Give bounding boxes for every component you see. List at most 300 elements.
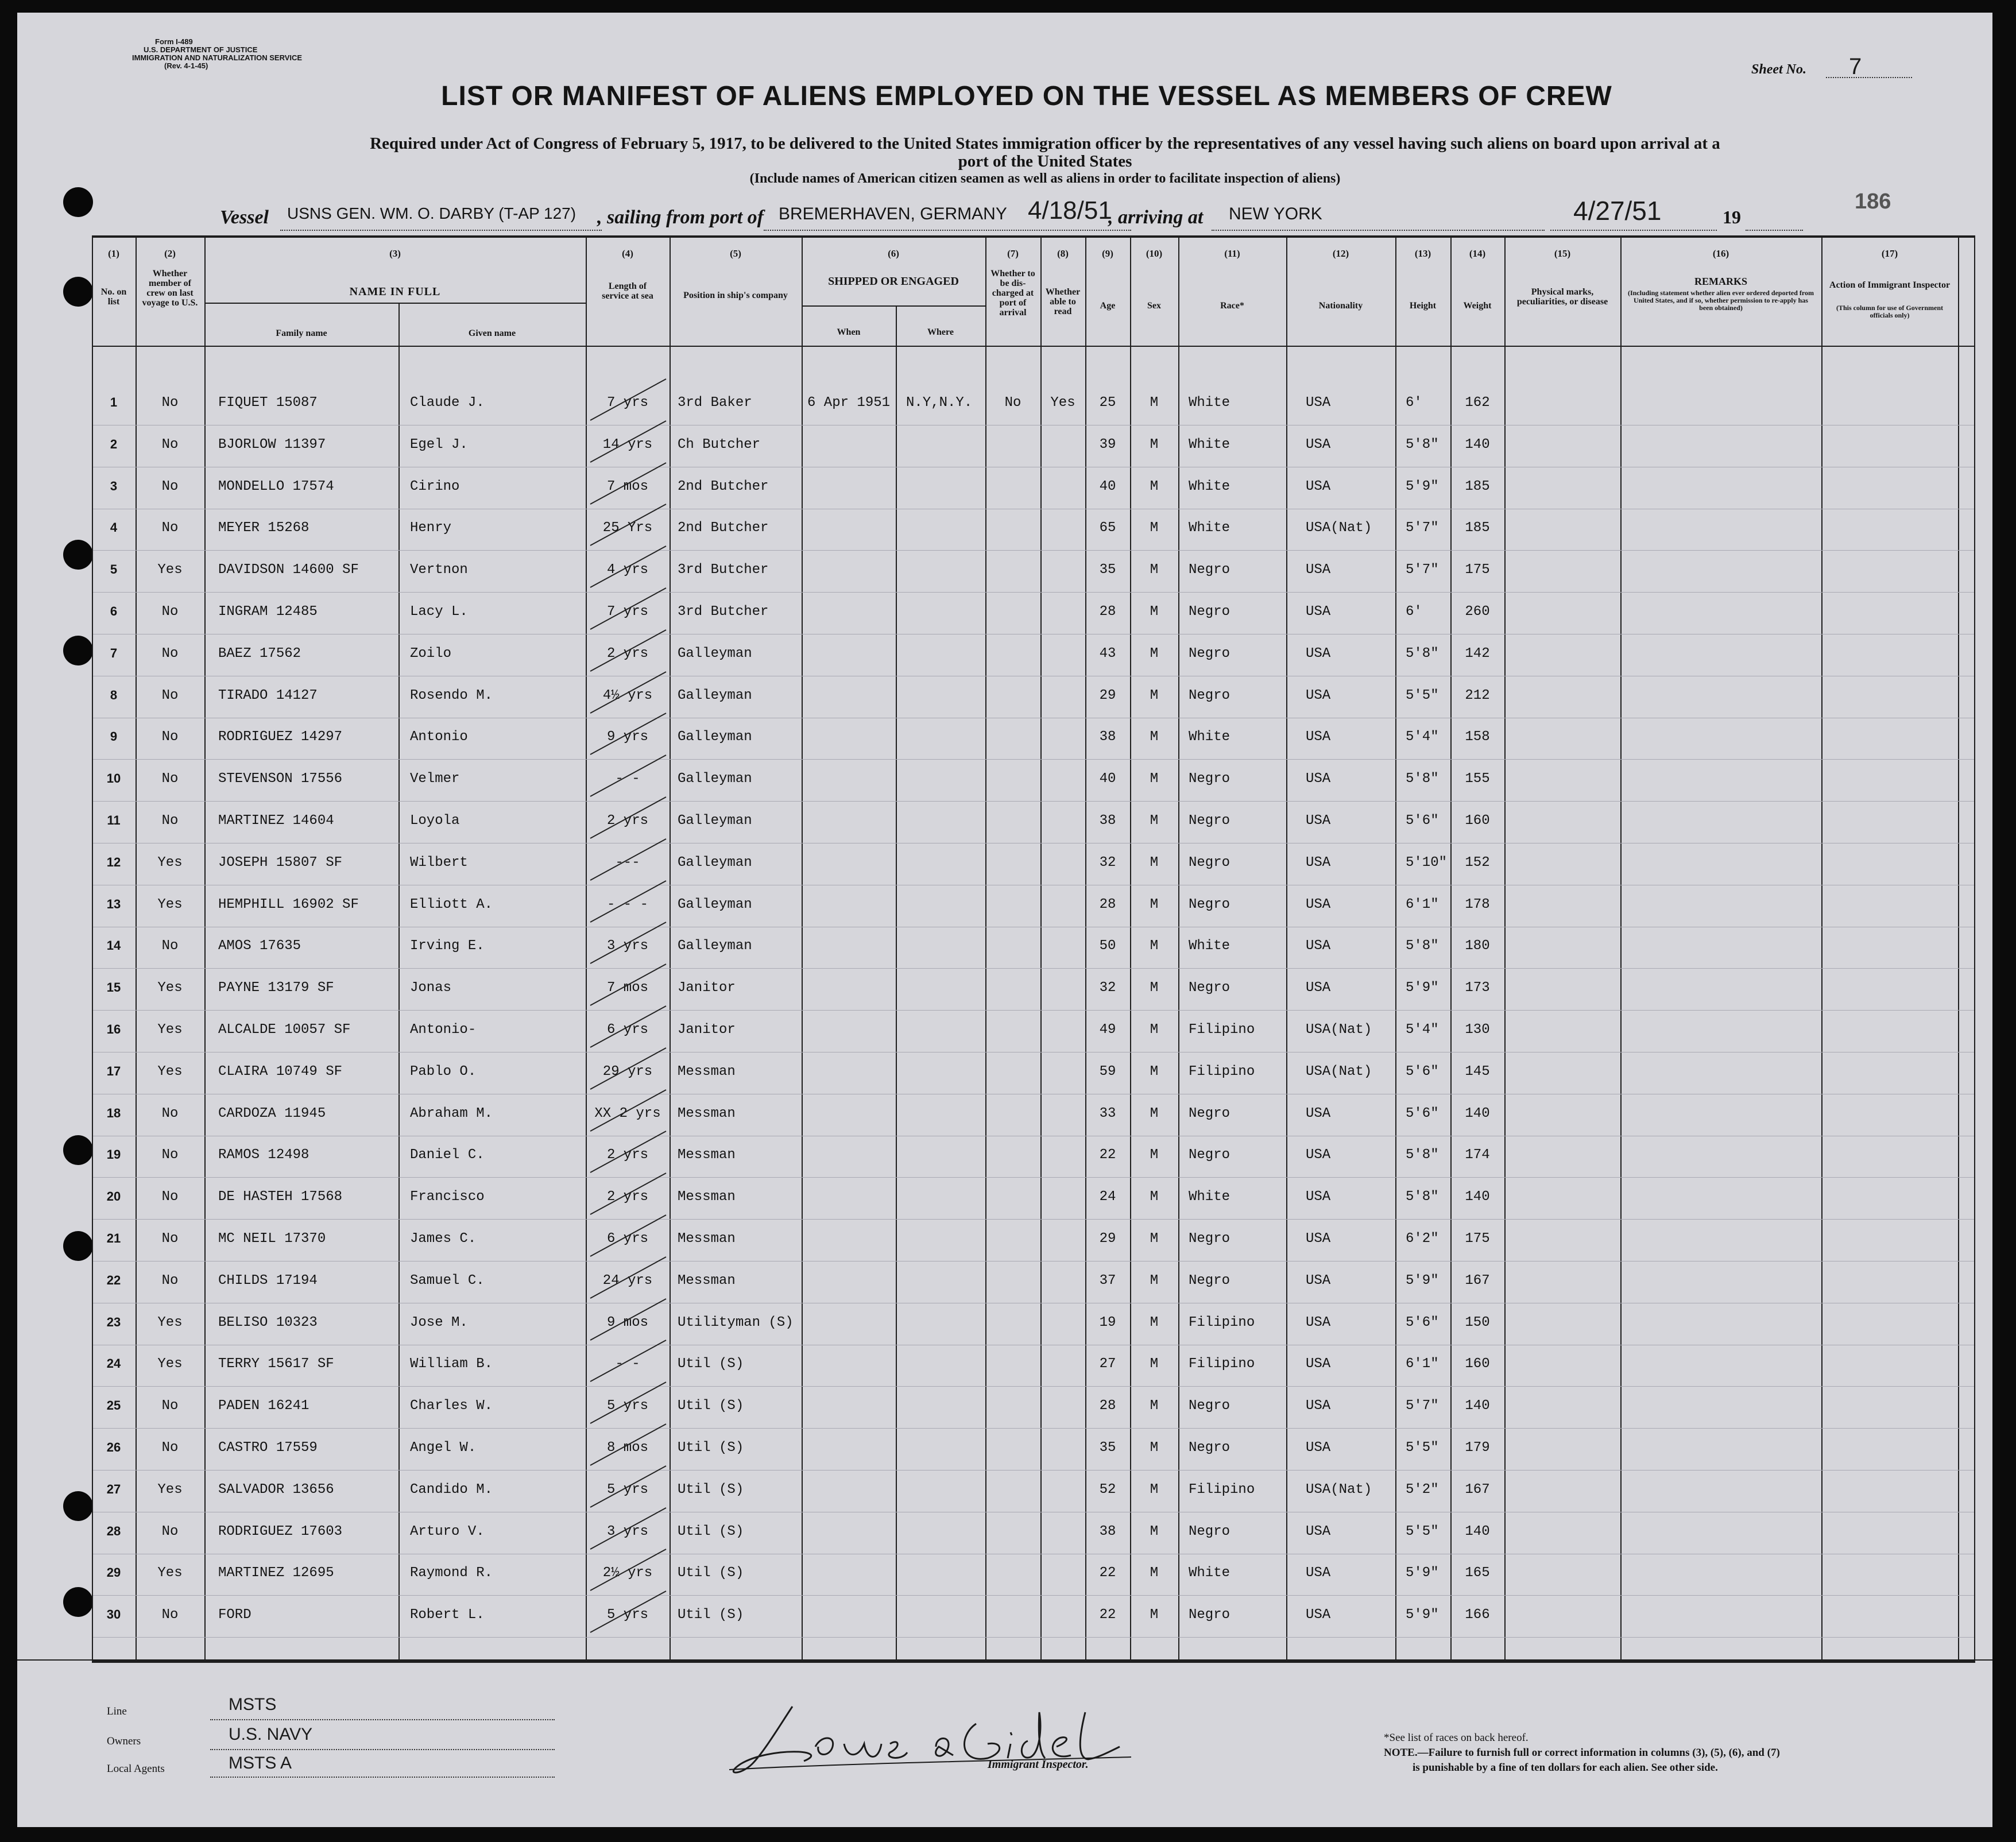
service-strike-mark [586, 1046, 672, 1092]
line-field-line [210, 1719, 555, 1720]
age-cell: 40 [1099, 771, 1116, 787]
service-strike-mark [586, 1589, 672, 1635]
given-name-cell: Lacy L. [410, 604, 468, 620]
race-cell: Negro [1189, 980, 1231, 996]
given-name-cell: Raymond R. [410, 1565, 493, 1581]
nationality-cell: USA [1306, 395, 1331, 411]
row-number: 21 [106, 1231, 121, 1245]
agents-value: MSTS A [229, 1754, 292, 1773]
sex-cell: M [1150, 1565, 1159, 1581]
vessel-label: Vessel [220, 207, 269, 228]
nationality-cell: USA [1306, 604, 1331, 620]
column-number: (7) [1007, 248, 1019, 259]
age-cell: 52 [1099, 1481, 1116, 1497]
age-cell: 59 [1099, 1063, 1116, 1079]
service-strike-mark [586, 1380, 672, 1426]
nationality-cell: USA [1306, 687, 1331, 703]
last-voyage-cell: No [161, 1398, 179, 1414]
given-name-cell: Francisco [410, 1189, 485, 1205]
height-cell: 5'6" [1406, 1314, 1439, 1330]
sex-cell: M [1150, 436, 1159, 452]
age-cell: 38 [1099, 813, 1116, 829]
age-cell: 38 [1099, 1523, 1116, 1539]
header-position: Position in ship's company [683, 291, 788, 300]
given-name-cell: Irving E. [410, 938, 485, 954]
position-cell: Messman [678, 1105, 736, 1121]
height-cell: 5'5" [1406, 1440, 1439, 1456]
height-cell: 5'9" [1406, 1272, 1439, 1288]
row-number: 10 [106, 771, 121, 786]
height-cell: 5'7" [1406, 1398, 1439, 1414]
age-cell: 50 [1099, 938, 1116, 954]
sex-cell: M [1150, 1440, 1159, 1456]
service-length-cell: 9 yrs [606, 729, 649, 745]
nationality-cell: USA [1306, 896, 1331, 912]
weight-cell: 140 [1465, 1105, 1490, 1121]
arriving-port: NEW YORK [1229, 204, 1322, 223]
row-number: 8 [110, 687, 118, 702]
family-name-cell: MC NEIL 17370 [218, 1231, 326, 1247]
service-length-cell: 2 yrs [606, 645, 649, 661]
weight-cell: 140 [1465, 1189, 1490, 1205]
weight-cell: 140 [1465, 1398, 1490, 1414]
row-rule [93, 1010, 1974, 1011]
nationality-cell: USA [1306, 478, 1331, 494]
race-cell: Negro [1189, 1607, 1231, 1623]
row-number: 5 [110, 562, 118, 577]
family-name-cell: BAEZ 17562 [218, 645, 301, 661]
column-number: (12) [1332, 248, 1349, 259]
weight-cell: 158 [1465, 729, 1490, 745]
last-voyage-cell: Yes [157, 1022, 183, 1038]
column-line [1450, 235, 1452, 1662]
header-inspector-note: (This column for use of Government officials only) [1836, 304, 1944, 319]
height-cell: 5'8" [1406, 436, 1439, 452]
position-cell: Galleyman [678, 645, 752, 661]
given-name-cell: Antonio- [410, 1022, 477, 1038]
given-name-cell: Robert L. [410, 1607, 485, 1623]
table-top-border [92, 235, 1975, 238]
service-length-cell: 24 yrs [602, 1272, 653, 1288]
row-number: 27 [106, 1481, 121, 1496]
family-name-cell: INGRAM 12485 [218, 604, 318, 620]
race-cell: White [1189, 478, 1231, 494]
last-voyage-cell: No [161, 1105, 179, 1121]
weight-cell: 180 [1465, 938, 1490, 954]
service-length-cell: 29 yrs [602, 1063, 653, 1079]
sex-cell: M [1150, 604, 1159, 620]
service-strike-mark [586, 1422, 672, 1468]
service-strike-mark [586, 1255, 672, 1301]
nationality-cell: USA [1306, 1189, 1331, 1205]
given-name-cell: Elliott A. [410, 896, 493, 912]
inspector-signature [718, 1689, 1154, 1787]
last-voyage-cell: Yes [157, 1481, 183, 1497]
family-name-cell: TIRADO 14127 [218, 687, 318, 703]
position-cell: Util (S) [678, 1565, 744, 1581]
last-voyage-cell: No [161, 813, 179, 829]
row-number: 28 [106, 1523, 121, 1538]
given-name-cell: William B. [410, 1356, 493, 1372]
nationality-cell: USA [1306, 1356, 1331, 1372]
row-rule [93, 1595, 1974, 1596]
row-number: 1 [110, 395, 118, 409]
sex-cell: M [1150, 1063, 1159, 1079]
last-voyage-cell: No [161, 436, 179, 452]
nationality-cell: USA(Nat) [1306, 1063, 1372, 1079]
column-line [1040, 235, 1042, 1662]
position-cell: Messman [678, 1147, 736, 1163]
row-number: 14 [106, 938, 121, 953]
position-cell: 3rd Butcher [678, 604, 769, 620]
weight-cell: 160 [1465, 813, 1490, 829]
column-line [1958, 235, 1959, 1662]
race-cell: Negro [1189, 1147, 1231, 1163]
last-voyage-cell: Yes [157, 854, 183, 870]
column-number: (10) [1146, 248, 1163, 259]
shipped-where-cell: N.Y,N.Y. [906, 395, 973, 411]
nationality-cell: USA [1306, 1607, 1331, 1623]
weight-cell: 174 [1465, 1147, 1490, 1163]
service-length-cell: - - [615, 1356, 640, 1372]
family-name-cell: FIQUET 15087 [218, 395, 318, 411]
age-cell: 43 [1099, 645, 1116, 661]
given-name-cell: Claude J. [410, 395, 485, 411]
position-cell: 2nd Butcher [678, 520, 769, 536]
service-length-cell: 7 mos [606, 478, 649, 494]
service-strike-mark [586, 879, 672, 924]
service-length-cell: 3 yrs [606, 1523, 649, 1539]
age-cell: 40 [1099, 478, 1116, 494]
height-cell: 5'6" [1406, 813, 1439, 829]
header-remarks-note: (Including statement whether alien ever ordered deported from United States, and if so, whether permission to re-apply has been obtained) [1627, 289, 1814, 312]
column-line [1395, 235, 1396, 1662]
row-number: 3 [110, 478, 118, 493]
age-cell: 28 [1099, 604, 1116, 620]
row-number: 19 [106, 1147, 121, 1162]
family-name-cell: CHILDS 17194 [218, 1272, 318, 1288]
column-number: (9) [1102, 248, 1113, 259]
age-cell: 37 [1099, 1272, 1116, 1288]
header-family-name: Family name [276, 328, 327, 338]
owners-value: U.S. NAVY [229, 1725, 313, 1744]
family-name-cell: CLAIRA 10749 SF [218, 1063, 343, 1079]
family-name-cell: DAVIDSON 14600 SF [218, 562, 359, 578]
service-length-cell: 6 yrs [606, 1231, 649, 1247]
service-strike-mark [586, 1004, 672, 1050]
race-cell: White [1189, 520, 1231, 536]
nationality-cell: USA [1306, 1272, 1331, 1288]
last-voyage-cell: Yes [157, 1314, 183, 1330]
family-name-cell: RAMOS 12498 [218, 1147, 309, 1163]
owners-label: Owners [107, 1735, 141, 1747]
row-rule [93, 968, 1974, 969]
inspector-label: Immigrant Inspector. [988, 1758, 1089, 1771]
column-number: (17) [1881, 248, 1898, 259]
age-cell: 19 [1099, 1314, 1116, 1330]
service-length-cell: 7 yrs [606, 395, 649, 411]
weight-cell: 142 [1465, 645, 1490, 661]
family-name-cell: BELISO 10323 [218, 1314, 318, 1330]
position-cell: Messman [678, 1231, 736, 1247]
position-cell: Galleyman [678, 896, 752, 912]
race-cell: Negro [1189, 645, 1231, 661]
height-cell: 5'9" [1406, 478, 1439, 494]
row-number: 11 [107, 813, 121, 827]
table-bottom-border [92, 1661, 1975, 1663]
given-name-cell: Vertnon [410, 562, 468, 578]
sex-cell: M [1150, 813, 1159, 829]
nationality-cell: USA [1306, 980, 1331, 996]
position-cell: Util (S) [678, 1607, 744, 1623]
service-strike-mark [586, 670, 672, 715]
height-cell: 5'9" [1406, 980, 1439, 996]
age-cell: 65 [1099, 520, 1116, 536]
last-voyage-cell: No [161, 1607, 179, 1623]
given-name-cell: Angel W. [410, 1440, 477, 1456]
sex-cell: M [1150, 1022, 1159, 1038]
position-cell: Util (S) [678, 1398, 744, 1414]
service-strike-mark [586, 711, 672, 757]
sex-cell: M [1150, 520, 1159, 536]
given-name-cell: Pablo O. [410, 1063, 477, 1079]
family-name-cell: BJORLOW 11397 [218, 436, 326, 452]
weight-cell: 173 [1465, 980, 1490, 996]
given-name-cell: Arturo V. [410, 1523, 485, 1539]
arriving-port-line [1212, 230, 1545, 231]
last-voyage-cell: No [161, 1523, 179, 1539]
nationality-cell: USA [1306, 436, 1331, 452]
age-cell: 35 [1099, 562, 1116, 578]
height-cell: 5'5" [1406, 687, 1439, 703]
height-cell: 5'8" [1406, 938, 1439, 954]
age-cell: 24 [1099, 1189, 1116, 1205]
service-strike-mark [586, 460, 672, 506]
weight-cell: 140 [1465, 1523, 1490, 1539]
sheet-number: 7 [1849, 54, 1862, 79]
header-name-in-full: NAME IN FULL [349, 285, 441, 298]
race-footnote: *See list of races on back hereof. [1384, 1732, 1529, 1744]
sex-cell: M [1150, 1272, 1159, 1288]
row-number: 20 [106, 1189, 121, 1204]
sex-cell: M [1150, 1523, 1159, 1539]
position-cell: 2nd Butcher [678, 478, 769, 494]
race-cell: White [1189, 1189, 1231, 1205]
nationality-cell: USA [1306, 1565, 1331, 1581]
family-name-cell: TERRY 15617 SF [218, 1356, 334, 1372]
service-strike-mark [586, 920, 672, 966]
sex-cell: M [1150, 1356, 1159, 1372]
line-value: MSTS [229, 1695, 277, 1714]
punch-hole [63, 636, 93, 665]
service-strike-mark [586, 502, 672, 548]
race-cell: Negro [1189, 771, 1231, 787]
service-length-cell: 25 Yrs [602, 520, 653, 536]
nationality-cell: USA(Nat) [1306, 520, 1372, 536]
sex-cell: M [1150, 1607, 1159, 1623]
last-voyage-cell: No [161, 520, 179, 536]
service-length-cell: 7 mos [606, 980, 649, 996]
race-cell: Negro [1189, 1272, 1231, 1288]
sailing-label: , sailing from port of [597, 207, 764, 228]
position-cell: Messman [678, 1063, 736, 1079]
punch-hole [63, 1587, 93, 1617]
row-number: 6 [110, 604, 118, 618]
sheet-number-line [1826, 77, 1912, 78]
service-length-cell: - - - [606, 896, 649, 912]
weight-cell: 185 [1465, 478, 1490, 494]
nationality-cell: USA [1306, 938, 1331, 954]
height-cell: 5'9" [1406, 1565, 1439, 1581]
row-number: 29 [106, 1565, 121, 1580]
race-cell: Filipino [1189, 1063, 1255, 1079]
race-cell: White [1189, 395, 1231, 411]
family-name-cell: MONDELLO 17574 [218, 478, 334, 494]
height-cell: 5'8" [1406, 771, 1439, 787]
header-nationality: Nationality [1318, 301, 1363, 311]
age-cell: 33 [1099, 1105, 1116, 1121]
row-number: 18 [106, 1105, 121, 1120]
last-voyage-cell: No [161, 478, 179, 494]
service-length-cell: 2 yrs [606, 1189, 649, 1205]
race-cell: Negro [1189, 1231, 1231, 1247]
last-voyage-cell: No [161, 395, 179, 411]
nationality-cell: USA [1306, 771, 1331, 787]
nationality-cell: USA [1306, 1440, 1331, 1456]
age-cell: 32 [1099, 854, 1116, 870]
row-number: 24 [106, 1356, 121, 1371]
service-length-cell: 3 yrs [606, 938, 649, 954]
height-cell: 5'5" [1406, 1523, 1439, 1539]
weight-cell: 167 [1465, 1481, 1490, 1497]
weight-cell: 179 [1465, 1440, 1490, 1456]
height-cell: 6'2" [1406, 1231, 1439, 1247]
given-name-cell: Samuel C. [410, 1272, 485, 1288]
family-name-cell: RODRIGUEZ 17603 [218, 1523, 343, 1539]
last-voyage-cell: No [161, 1272, 179, 1288]
vessel-name: USNS GEN. WM. O. DARBY (T-AP 127) [287, 204, 576, 222]
weight-cell: 145 [1465, 1063, 1490, 1079]
shipped-subheader-divider [802, 305, 985, 307]
family-name-cell: SALVADOR 13656 [218, 1481, 334, 1497]
discharge-cell: No [1004, 395, 1021, 411]
header-when: When [837, 327, 861, 337]
vessel-line [280, 230, 602, 231]
race-cell: White [1189, 938, 1231, 954]
age-cell: 39 [1099, 436, 1116, 452]
service-strike-mark [586, 962, 672, 1008]
nationality-cell: USA(Nat) [1306, 1481, 1372, 1497]
header-divider [92, 346, 1975, 347]
column-number: (5) [730, 248, 741, 259]
service-strike-mark [586, 419, 672, 465]
age-cell: 22 [1099, 1565, 1116, 1581]
height-cell: 5'9" [1406, 1607, 1439, 1623]
position-cell: Janitor [678, 980, 736, 996]
service-length-cell: 2 yrs [606, 813, 649, 829]
column-number: (8) [1057, 248, 1069, 259]
service-strike-mark [586, 795, 672, 841]
weight-cell: 167 [1465, 1272, 1490, 1288]
punch-hole [63, 1491, 93, 1521]
agents-label: Local Agents [107, 1763, 165, 1775]
last-voyage-cell: Yes [157, 1565, 183, 1581]
service-strike-mark [586, 1464, 672, 1510]
row-rule [93, 1386, 1974, 1387]
race-cell: White [1189, 729, 1231, 745]
position-cell: Utilityman (S) [678, 1314, 794, 1330]
family-name-cell: PAYNE 13179 SF [218, 980, 334, 996]
column-line [1620, 235, 1622, 1662]
row-rule [93, 801, 1974, 802]
given-name-cell: Jonas [410, 980, 452, 996]
age-cell: 29 [1099, 687, 1116, 703]
sex-cell: M [1150, 1231, 1159, 1247]
nationality-cell: USA [1306, 1314, 1331, 1330]
last-voyage-cell: No [161, 1231, 179, 1247]
agents-field-line [210, 1777, 555, 1778]
weight-cell: 175 [1465, 562, 1490, 578]
position-cell: 3rd Baker [678, 395, 752, 411]
family-name-cell: MEYER 15268 [218, 520, 309, 536]
family-name-cell: AMOS 17635 [218, 938, 301, 954]
row-rule [93, 1219, 1974, 1220]
subtitle-include-note: (Include names of American citizen seamen as well as aliens in order to facilitate inspection of aliens) [749, 171, 1341, 186]
last-voyage-cell: No [161, 645, 179, 661]
column-line [136, 235, 137, 1662]
header-length-of-service: Length of service at sea [602, 281, 653, 301]
last-voyage-cell: No [161, 938, 179, 954]
service-length-cell: 14 yrs [602, 436, 653, 452]
row-number: 16 [106, 1022, 121, 1036]
service-strike-mark [586, 1506, 672, 1551]
position-cell: Util (S) [678, 1481, 744, 1497]
manifest-sheet [17, 13, 1992, 1827]
race-cell: Negro [1189, 604, 1231, 620]
given-name-cell: Daniel C. [410, 1147, 485, 1163]
family-name-cell: MARTINEZ 14604 [218, 813, 334, 829]
age-cell: 22 [1099, 1607, 1116, 1623]
nationality-cell: USA [1306, 729, 1331, 745]
punch-hole [63, 1231, 93, 1261]
age-cell: 38 [1099, 729, 1116, 745]
last-voyage-cell: No [161, 604, 179, 620]
row-number: 15 [106, 980, 121, 995]
sex-cell: M [1150, 1105, 1159, 1121]
given-name-cell: Antonio [410, 729, 468, 745]
position-cell: Galleyman [678, 729, 752, 745]
owners-field-line [210, 1749, 555, 1750]
row-number: 26 [106, 1440, 121, 1454]
last-voyage-cell: Yes [157, 896, 183, 912]
position-cell: Util (S) [678, 1523, 744, 1539]
service-length-cell: 9 mos [606, 1314, 649, 1330]
nationality-cell: USA [1306, 1147, 1331, 1163]
row-number: 13 [106, 896, 121, 911]
height-cell: 5'8" [1406, 1147, 1439, 1163]
height-cell: 6'1" [1406, 1356, 1439, 1372]
given-name-cell: Candido M. [410, 1481, 493, 1497]
service-strike-mark [586, 1547, 672, 1593]
header-physical-marks: Physical marks, peculiarities, or disease [1516, 287, 1608, 307]
row-rule [93, 592, 1974, 593]
column-line [1130, 235, 1131, 1662]
family-name-cell: ALCALDE 10057 SF [218, 1022, 351, 1038]
position-cell: Ch Butcher [678, 436, 761, 452]
service-length-cell: 4 yrs [606, 562, 649, 578]
race-cell: Negro [1189, 562, 1231, 578]
last-voyage-cell: No [161, 687, 179, 703]
